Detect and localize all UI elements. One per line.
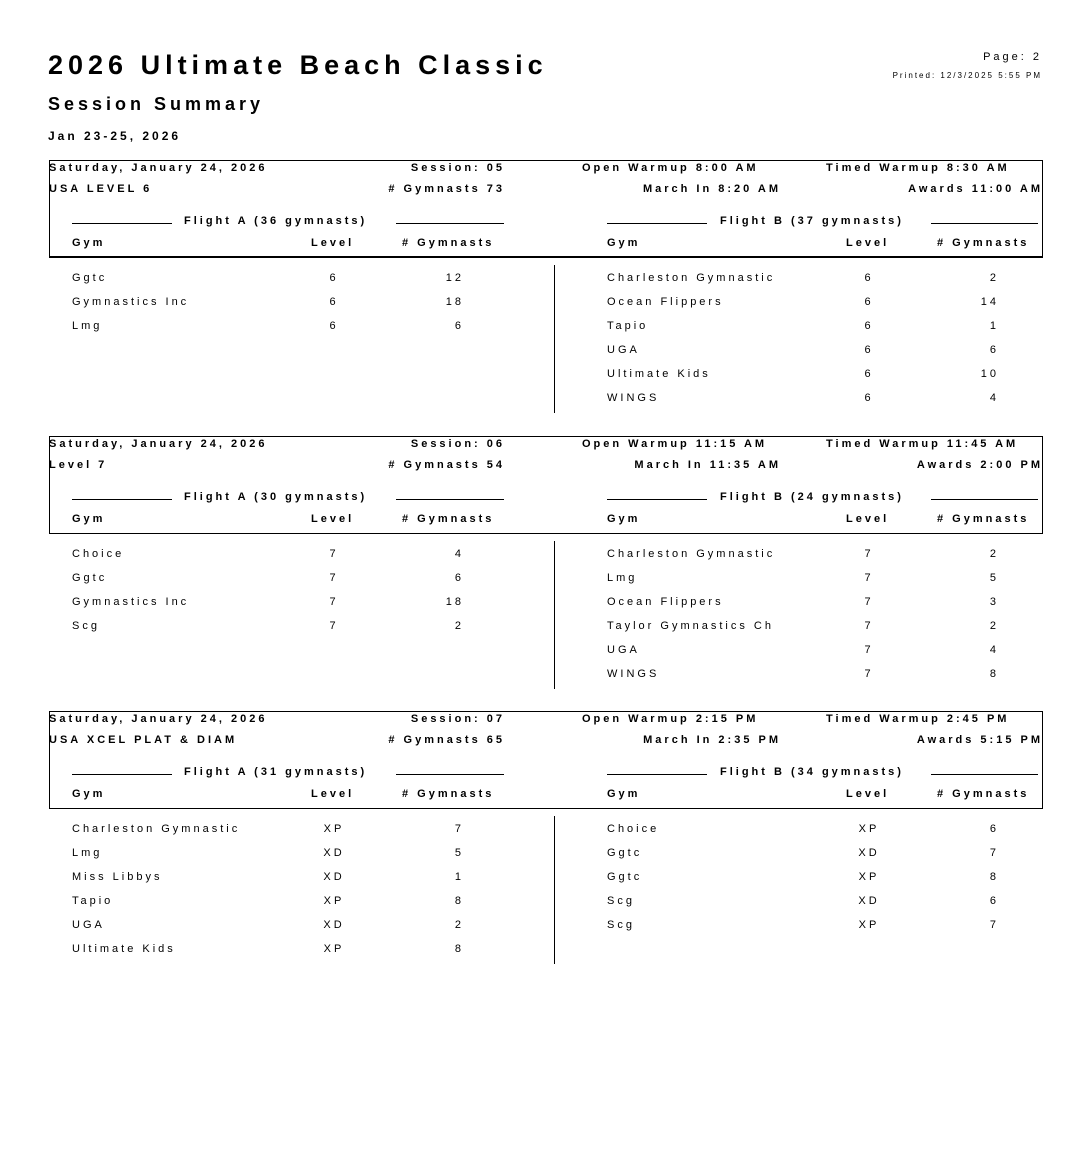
meet-dates: Jan 23-25, 2026 <box>48 129 182 143</box>
timed-warmup: Timed Warmup 8:30 AM <box>826 162 1010 174</box>
gymnast-total: # Gymnasts 73 <box>388 183 505 195</box>
gym-level: 6 <box>329 320 339 332</box>
flight-b-col-gym: Gym <box>607 513 641 525</box>
gym-count: 6 <box>454 320 464 332</box>
flight-b-label: Flight B (37 gymnasts) <box>720 215 904 227</box>
flight-b-label: Flight B (34 gymnasts) <box>720 766 904 778</box>
gym-count: 7 <box>989 847 999 859</box>
gym-level: 6 <box>329 296 339 308</box>
printed-timestamp: Printed: 12/3/2025 5:55 PM <box>892 71 1042 80</box>
gym-name: Scg <box>607 919 635 931</box>
flight-a-rule-right <box>396 499 504 500</box>
gym-level: 6 <box>864 272 874 284</box>
flight-a-col-count: # Gymnasts <box>402 788 495 800</box>
gym-level: XP <box>858 919 880 931</box>
gym-count: 1 <box>989 320 999 332</box>
gym-name: Ggtc <box>72 272 108 284</box>
session-number: Session: 05 <box>410 162 505 174</box>
gym-level: 7 <box>864 620 874 632</box>
gym-level: 6 <box>864 392 874 404</box>
gym-count: 2 <box>454 919 464 931</box>
open-warmup: Open Warmup 8:00 AM <box>582 162 759 174</box>
gym-count: 18 <box>445 296 464 308</box>
gym-name: Charleston Gymnastic <box>607 548 776 560</box>
session-number: Session: 07 <box>410 713 505 725</box>
flight-b-col-gym: Gym <box>607 788 641 800</box>
flight-divider <box>554 816 555 964</box>
flight-b-col-count: # Gymnasts <box>937 237 1030 249</box>
gym-name: UGA <box>607 644 640 656</box>
gym-name: Choice <box>607 823 660 835</box>
gym-count: 6 <box>989 344 999 356</box>
session-date: Saturday, January 24, 2026 <box>49 162 268 174</box>
gym-name: UGA <box>607 344 640 356</box>
gymnast-total: # Gymnasts 65 <box>388 734 505 746</box>
flight-b-label: Flight B (24 gymnasts) <box>720 491 904 503</box>
gym-name: Ocean Flippers <box>607 596 724 608</box>
gym-level: XP <box>323 943 345 955</box>
flight-a-label: Flight A (36 gymnasts) <box>184 215 368 227</box>
gym-name: Gymnastics Inc <box>72 596 190 608</box>
flight-a-col-level: Level <box>311 513 355 525</box>
gym-count: 12 <box>445 272 464 284</box>
gym-count: 14 <box>980 296 999 308</box>
awards-time: Awards 2:00 PM <box>916 459 1043 471</box>
march-in: March In 2:35 PM <box>643 734 781 746</box>
flight-a-rule-right <box>396 774 504 775</box>
open-warmup: Open Warmup 2:15 PM <box>582 713 759 725</box>
page-number: Page: 2 <box>983 51 1042 63</box>
gym-name: Lmg <box>72 320 103 332</box>
gym-count: 8 <box>454 895 464 907</box>
gym-count: 10 <box>980 368 999 380</box>
flight-b-col-count: # Gymnasts <box>937 788 1030 800</box>
flight-b-col-level: Level <box>846 513 890 525</box>
gym-name: Ggtc <box>72 572 108 584</box>
timed-warmup: Timed Warmup 11:45 AM <box>826 438 1019 450</box>
gym-name: Gymnastics Inc <box>72 296 190 308</box>
flight-b-rule-right <box>931 774 1038 775</box>
flight-b-col-count: # Gymnasts <box>937 513 1030 525</box>
gym-count: 6 <box>989 895 999 907</box>
gym-level: 6 <box>864 344 874 356</box>
flight-b-col-gym: Gym <box>607 237 641 249</box>
flight-b-rule-right <box>931 223 1038 224</box>
gym-name: Scg <box>607 895 635 907</box>
gym-count: 8 <box>989 871 999 883</box>
gym-level: XD <box>323 919 345 931</box>
gym-level: XP <box>858 823 880 835</box>
session-date: Saturday, January 24, 2026 <box>49 438 268 450</box>
awards-time: Awards 11:00 AM <box>908 183 1043 195</box>
gym-count: 2 <box>989 548 999 560</box>
session-level-name: USA LEVEL 6 <box>49 183 153 195</box>
gym-count: 6 <box>454 572 464 584</box>
gymnast-total: # Gymnasts 54 <box>388 459 505 471</box>
gym-count: 6 <box>989 823 999 835</box>
gym-name: Tapio <box>607 320 649 332</box>
gym-level: 7 <box>864 596 874 608</box>
flight-a-label: Flight A (31 gymnasts) <box>184 766 368 778</box>
flight-a-col-level: Level <box>311 788 355 800</box>
gym-count: 18 <box>445 596 464 608</box>
gym-name: Ocean Flippers <box>607 296 724 308</box>
gym-name: Charleston Gymnastic <box>607 272 776 284</box>
flight-b-rule-left <box>607 499 707 500</box>
gym-name: WINGS <box>607 668 660 680</box>
session-header-box <box>49 436 1043 534</box>
open-warmup: Open Warmup 11:15 AM <box>582 438 768 450</box>
gym-name: Lmg <box>607 572 638 584</box>
session-level-name: USA XCEL PLAT & DIAM <box>49 734 238 746</box>
gym-count: 8 <box>989 668 999 680</box>
gym-level: 6 <box>864 320 874 332</box>
gym-count: 1 <box>454 871 464 883</box>
gym-level: 7 <box>329 572 339 584</box>
flight-a-col-gym: Gym <box>72 513 106 525</box>
gym-count: 5 <box>454 847 464 859</box>
gym-name: WINGS <box>607 392 660 404</box>
gym-level: XD <box>858 847 880 859</box>
session-level-name: Level 7 <box>49 459 108 471</box>
gym-count: 4 <box>989 392 999 404</box>
gym-level: 7 <box>864 548 874 560</box>
gym-count: 2 <box>454 620 464 632</box>
report-subtitle: Session Summary <box>48 94 265 114</box>
gym-count: 5 <box>989 572 999 584</box>
flight-divider <box>554 265 555 413</box>
gym-name: Choice <box>72 548 125 560</box>
flight-a-rule-left <box>72 223 172 224</box>
gym-name: Ggtc <box>607 871 643 883</box>
gym-level: 7 <box>329 548 339 560</box>
gym-level: 6 <box>329 272 339 284</box>
gym-name: UGA <box>72 919 105 931</box>
flight-b-rule-left <box>607 223 707 224</box>
gym-level: 7 <box>864 644 874 656</box>
gym-count: 2 <box>989 272 999 284</box>
flight-a-col-gym: Gym <box>72 788 106 800</box>
flight-a-rule-left <box>72 499 172 500</box>
gym-name: Lmg <box>72 847 103 859</box>
gym-count: 3 <box>989 596 999 608</box>
gym-level: 7 <box>329 596 339 608</box>
flight-a-rule-right <box>396 223 504 224</box>
gym-level: 6 <box>864 368 874 380</box>
session-number: Session: 06 <box>410 438 505 450</box>
flight-b-col-level: Level <box>846 237 890 249</box>
flight-a-label: Flight A (30 gymnasts) <box>184 491 368 503</box>
gym-count: 8 <box>454 943 464 955</box>
gym-count: 4 <box>454 548 464 560</box>
gym-name: Taylor Gymnastics Ch <box>607 620 774 632</box>
session-header-box <box>49 160 1043 258</box>
gym-count: 4 <box>989 644 999 656</box>
flight-a-col-count: # Gymnasts <box>402 513 495 525</box>
gym-name: Tapio <box>72 895 114 907</box>
gym-level: 7 <box>864 668 874 680</box>
gym-name: Scg <box>72 620 100 632</box>
flight-b-col-level: Level <box>846 788 890 800</box>
flight-a-col-gym: Gym <box>72 237 106 249</box>
session-header-box <box>49 711 1043 809</box>
timed-warmup: Timed Warmup 2:45 PM <box>826 713 1010 725</box>
awards-time: Awards 5:15 PM <box>916 734 1043 746</box>
session-date: Saturday, January 24, 2026 <box>49 713 268 725</box>
gym-level: XD <box>323 871 345 883</box>
gym-level: 6 <box>864 296 874 308</box>
march-in: March In 8:20 AM <box>642 183 781 195</box>
flight-divider <box>554 541 555 689</box>
gym-name: Charleston Gymnastic <box>72 823 241 835</box>
flight-b-rule-left <box>607 774 707 775</box>
gym-level: XD <box>858 895 880 907</box>
gym-count: 7 <box>454 823 464 835</box>
gym-level: 7 <box>864 572 874 584</box>
report-title: 2026 Ultimate Beach Classic <box>48 50 548 80</box>
gym-name: Ggtc <box>607 847 643 859</box>
gym-level: XD <box>323 847 345 859</box>
flight-b-rule-right <box>931 499 1038 500</box>
flight-a-rule-left <box>72 774 172 775</box>
gym-level: XP <box>858 871 880 883</box>
flight-a-col-level: Level <box>311 237 355 249</box>
flight-a-col-count: # Gymnasts <box>402 237 495 249</box>
gym-level: XP <box>323 895 345 907</box>
gym-level: 7 <box>329 620 339 632</box>
gym-count: 2 <box>989 620 999 632</box>
gym-level: XP <box>323 823 345 835</box>
gym-count: 7 <box>989 919 999 931</box>
gym-name: Miss Libbys <box>72 871 163 883</box>
gym-name: Ultimate Kids <box>607 368 711 380</box>
march-in: March In 11:35 AM <box>634 459 781 471</box>
gym-name: Ultimate Kids <box>72 943 176 955</box>
